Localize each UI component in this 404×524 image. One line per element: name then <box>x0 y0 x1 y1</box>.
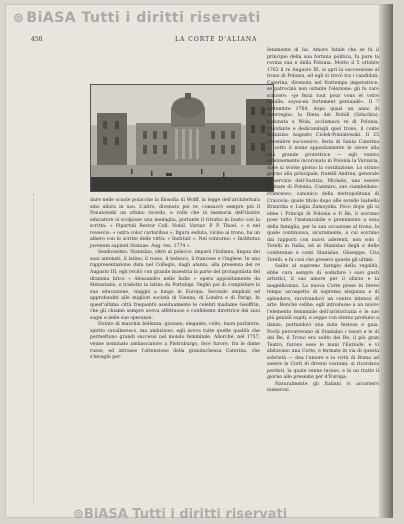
engraving-illustration <box>91 85 273 191</box>
biasa-logo-icon: ⊚ <box>73 507 84 522</box>
paragraph: Salito al supremo fastigio della regalità, ebbe cura sempre di sodisfare i suoi gusti artistici, il suo amore per il sfarzo e la magnificenza. La nuova Corte prese in breve tempo un'aspetto di suprema eleganza e di splendore, ravvivandovi un centro intenso di arte. Benché celibe, egli introdusse a un nuovo l'elemento femminile dell'aristocrazia e le sue più geniali ospiti, e seppe con eterno profumo a danze, portandovi una nota festosa e gaia. Pochi percorrevano di Stanislao i tesori e le di dei Re, il Trono era solito dei Re, il più gran Teatro, furono esse le mani l'Euriade, e vi abitavano una Corte, e fermate in via di questa sobrietà — dea l'amore e la virtù di Roma ad essere le Corti di diversi costumi: si ricordava perduti, la quale venne invaso, e in un tratto il giorno alle presente per d'Europa. <box>267 264 379 381</box>
paragraph: Dotato di maschia bellezza, giovane, elegante, colto, buon parlatore, spirito cavalleresco, ma ambizioso, egli aveva tutte quelle qualità che permettono grandi successi nel mondo femminile. Allorché, nel 1757, venne nominato ambasciatore a Pietroburgo, fece furore, tra le dame russe, ed attrasse l'attenzione della granduchessa Caterina, che s'invaghi per- <box>90 322 260 361</box>
paragraph: Naturalmente gli Italiani vi accorsero numerosi. <box>267 381 379 394</box>
running-head: LA CORTE D'ALIANA <box>175 36 258 43</box>
biasa-logo-icon: ⊚ <box>13 11 25 26</box>
figure-caption: VARSAVIA: LA LOGGIA, EDIFICATA DALL'ARCHITETTO ANTONIO CORAZZI <box>179 261 334 265</box>
left-text-column <box>90 198 260 506</box>
watermark-bottom <box>73 507 287 522</box>
book-page <box>5 4 393 522</box>
paragraph: dure nelle scuole polacche la filosofia di Wolff, la legge dell'architettura sino allora in uso. L'altro, divenuto poi re, consacrò sempre più il Ponatowski un ottimo ricordo, e volle che in memoria dell'ilustre educatore si scolpisse una medaglia, portante il ritratto in busto con la scritta: « Pipartuli Rector Coll. Nobil. Varsav. P. P. Thoel. » e nel rovescio: « ostra color cartoribus », figura seduta, vicino al trono, ha un albero con le scritte delle virtù: « Instituit ». Nel contorno: « Institutus juvenum sapiunt Statuae. Aug. rex. 1774 ». <box>90 198 260 249</box>
watermark-top <box>13 10 261 26</box>
watermark-text: BiASA Tutti i diritti riservati <box>83 507 288 522</box>
paragraph: Sesdicesimo, Stanislao, oltre al polacco, imparò l'italiano, lingua dei suoi antenati, il latino, il russo, il tedesco, il francese e l'inglese. In una rappresentazione data nel Collegio, dagli alunni, alla presenza del re Augusto III, egli recitò con grande maestria la parte del protagonista del dramma lirico « Alessandro nelle Indie » opera appositamente da Metastasio, e tradotto in latino da Portalupi. Vegliò poi di completare la sua educazione, viaggiò a lungo in Europa. Secondo ampliati ed approfonditi alle migliori società di Vienna, di Londra e di Parigi. In quest'ultima città frequentò assiduamente le celebri madame Geoffrin, che gli chiamò sempre aveva affettuoso e confidente direttrice dei suoi sogni e delle sue speranze. <box>90 250 260 321</box>
margin-line <box>33 194 35 504</box>
page-number: 450 <box>31 36 43 43</box>
right-text-column <box>267 48 379 494</box>
paragraph: Ietamente di lui. Amore fatale che se fu il principio della sua fortuna politica, fu pure la rovina sua e della Polonia. Morto il 5 ottobre 1763 il re Augusto III, si aprì la successione al trono di Polonia, ed egli si trovò tra i candidati. Caterina, divenuta nel frattempo imperatrice, se patrocinò non ostante l'elezione: gli fu caro scrivere: «je ferai tout pour vous et votre famille, soyez-en fortement persuadé». Il 7 settembre 1764, dopo quasi un anno di interregno, la Dieta del Nobili (Szlachta), radunata a Wola, acclamava re di Polonia, trionfante e dedicandogli quel trono, il conte Stanislao Augusto Ciolek-Poniatowski. Il 25 novembre successivo, festa di Santa Caterina — sotto il nome appositamente in onore alla sua grande protettrice — egli veniva solennemente incoronato in Polonia la Varsavia, dove si svolse giorno la costituzione. Lo strano giorno alla principale, fratelli Andrea, generale a servizio dell'Austria, Michele, uno essere primate di Polonia, Casimiro, suo ciambellano. Francesco, canonico della metropolitana di Cracovia: quale titolo dopo alle sorelle Isabella Branicka e Luigia Zamoyska. Poco dopo gli si ebbe i Principi di Polonia e Il Re, il sovrano pose tutto l'instancabile e preminente a essa della famiglia, per la sua occasione al trono, la quale continuava, sicuramente, a cui sovrano dai rapporti con nuovi aderenti, non solo i Torelli in Italia, ed ai Stanislao degli e delle conferenze e conti Stanislao, Giuseppe, Cris Torelli, e fu così che presero queste gli ultimi. <box>267 48 379 263</box>
watermark-text: BiASA Tutti i diritti riservati <box>26 10 261 26</box>
book-spine <box>379 4 393 518</box>
